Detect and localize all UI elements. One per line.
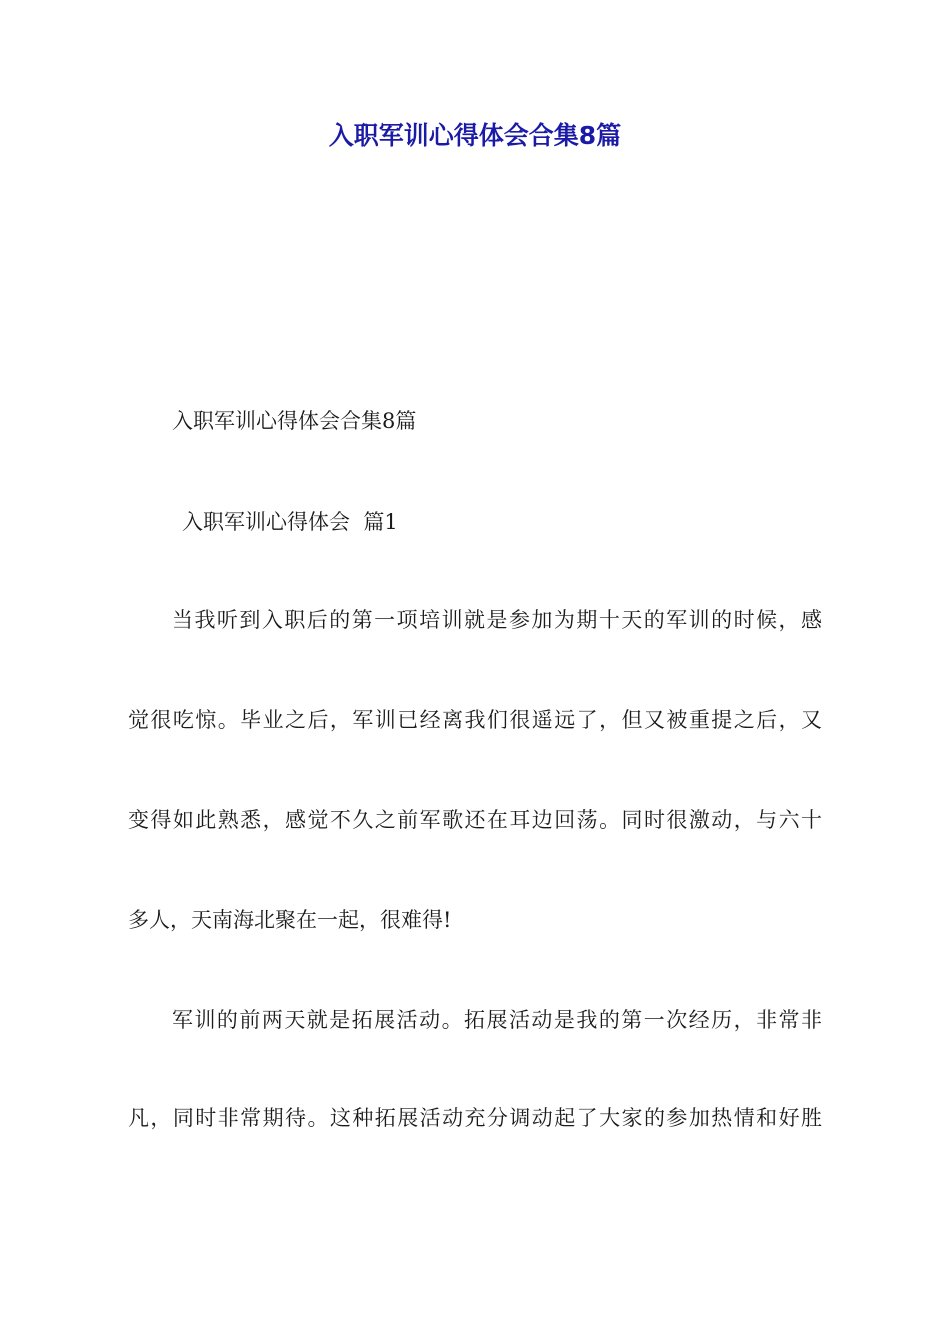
paragraph-line: 变得如此熟悉，感觉不久之前军歌还在耳边回荡。同时很激动，与六十 <box>128 808 822 832</box>
document-subtitle: 入职军训心得体会合集8篇 <box>172 409 417 433</box>
paragraph-line: 觉很吃惊。毕业之后，军训已经离我们很遥远了，但又被重提之后，又 <box>128 708 822 732</box>
document-title: 入职军训心得体会合集8篇 <box>328 121 622 150</box>
section-heading: 入职军训心得体会 篇1 <box>182 510 398 534</box>
paragraph-line: 多人，天南海北聚在一起，很难得! <box>128 908 452 932</box>
paragraph-line: 军训的前两天就是拓展活动。拓展活动是我的第一次经历，非常非 <box>172 1008 822 1032</box>
paragraph-line: 当我听到入职后的第一项培训就是参加为期十天的军训的时候，感 <box>172 608 822 632</box>
paragraph-line: 凡，同时非常期待。这种拓展活动充分调动起了大家的参加热情和好胜 <box>128 1106 822 1130</box>
